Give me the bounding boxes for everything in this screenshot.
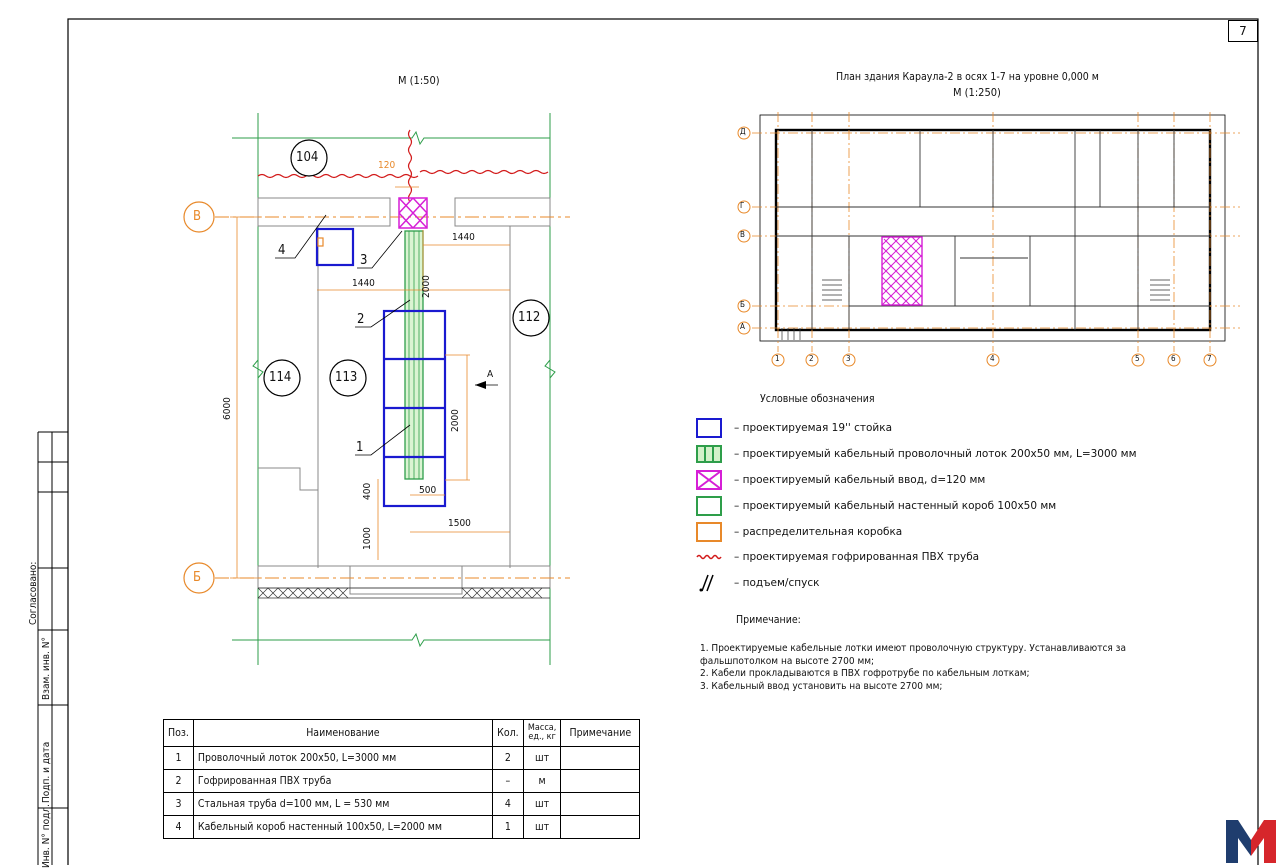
dim-1000: 1000 xyxy=(362,527,373,550)
stamp-inv-orig: Инв. N° подл. xyxy=(41,804,52,868)
cell: 4 xyxy=(164,816,194,839)
cell xyxy=(561,747,640,770)
server-room-hatch xyxy=(882,237,922,305)
cell: шт xyxy=(523,747,560,770)
junction-box-icon xyxy=(696,522,722,542)
cell: 1 xyxy=(164,747,194,770)
cell: Кабельный короб настенный 100х50, L=2000 мм xyxy=(193,816,492,839)
legend-item-rack xyxy=(696,417,892,439)
row-axis-B: Б xyxy=(740,300,745,309)
notes-block xyxy=(700,643,1180,693)
hatch-bottom xyxy=(258,588,542,598)
col-mass: Масса, ед., кг xyxy=(523,720,560,747)
plan-title: План здания Караула-2 в осях 1-7 на уровне 0,000 м xyxy=(836,71,1099,83)
table-header xyxy=(164,720,640,747)
left-scale: М (1:50) xyxy=(398,74,440,87)
cable-entry xyxy=(399,198,427,228)
junction-box xyxy=(318,238,323,246)
view-mark-A: А xyxy=(487,369,494,380)
dim-120: 120 xyxy=(378,160,396,171)
dim-500: 500 xyxy=(419,485,437,496)
legend-item-duct xyxy=(696,495,1056,517)
table-row xyxy=(164,770,640,793)
callout-2: 2 xyxy=(357,312,365,327)
stamp-replace-inv: Взам. инв. N° xyxy=(41,637,52,700)
legend-text: – проектируемый кабельный ввод, d=120 мм xyxy=(734,474,986,486)
col-name: Наименование xyxy=(193,720,492,747)
legend-text: – распределительная коробка xyxy=(734,526,903,538)
col-axis-1: 1 xyxy=(775,354,780,363)
col-qty: Кол. xyxy=(492,720,523,747)
note-2: 2. Кабели прокладываются в ПВХ гофротрубе по кабельным лоткам; xyxy=(700,668,1030,679)
room-114: 114 xyxy=(269,370,292,385)
note-3: 3. Кабельный ввод установить на высоте 2700 мм; xyxy=(700,680,943,692)
col-axis-4: 4 xyxy=(990,354,995,363)
logo-m-icon xyxy=(1226,818,1276,863)
dim-1440-left: 1440 xyxy=(352,278,375,289)
row-axis-G: Г xyxy=(740,201,745,210)
col-axis-6: 6 xyxy=(1171,354,1176,363)
wall-duct-icon xyxy=(696,496,722,516)
cell: – xyxy=(492,770,523,793)
cell: шт xyxy=(523,793,560,816)
note-1: 1. Проектируемые кабельные лотки имеют проволочную структуру. Устанавливаются за фальшпотолком на высоте 2700 мм; xyxy=(700,643,1126,667)
cell xyxy=(561,816,640,839)
legend-text: – проектируемая гофрированная ПВХ труба xyxy=(734,551,980,563)
legend-item-pipe xyxy=(696,546,979,568)
axis-B: Б xyxy=(193,570,202,585)
table-row xyxy=(164,747,640,770)
legend-title: Условные обозначения xyxy=(760,393,875,405)
stamp-sign-date: Подп. и дата xyxy=(41,741,52,803)
callout-3: 3 xyxy=(360,253,368,268)
cell: 1 xyxy=(492,816,523,839)
axis-V: В xyxy=(193,209,202,224)
sheet-number: 7 xyxy=(1228,20,1258,42)
wire-tray-icon xyxy=(696,444,722,464)
col-axis-3: 3 xyxy=(846,354,851,363)
notes-title: Примечание: xyxy=(736,614,801,626)
riser-icon xyxy=(696,573,722,593)
dim-1500: 1500 xyxy=(448,518,471,529)
dim-2000-tray: 2000 xyxy=(421,275,432,298)
dim-6000: 6000 xyxy=(222,397,233,420)
cell: 3 xyxy=(164,793,194,816)
legend-text: – проектируемый кабельный проволочный лоток 200х50 мм, L=3000 мм xyxy=(734,448,1137,460)
dim-1440-top: 1440 xyxy=(452,232,475,243)
table-row xyxy=(164,793,640,816)
stamp-agreed: Согласовано: xyxy=(28,561,39,625)
rack-square-icon xyxy=(696,418,722,438)
cell xyxy=(561,793,640,816)
legend-text: – подъем/спуск xyxy=(734,577,820,589)
legend-text: – проектируемый кабельный настенный короб 100х50 мм xyxy=(734,500,1057,512)
cable-entry-icon xyxy=(696,470,722,490)
dim-2000-rack: 2000 xyxy=(450,409,461,432)
left-plan xyxy=(170,105,590,665)
cell: Стальная труба d=100 мм, L = 530 мм xyxy=(193,793,492,816)
cell: шт xyxy=(523,816,560,839)
legend-item-entry xyxy=(696,469,985,491)
col-axis-5: 5 xyxy=(1135,354,1140,363)
cell: Проволочный лоток 200х50, L=3000 мм xyxy=(193,747,492,770)
cell: 2 xyxy=(164,770,194,793)
room-104: 104 xyxy=(296,150,319,165)
cell: м xyxy=(523,770,560,793)
col-axis-7: 7 xyxy=(1207,354,1212,363)
cell xyxy=(561,770,640,793)
room-113: 113 xyxy=(335,370,358,385)
cell: 4 xyxy=(492,793,523,816)
legend-item-junction xyxy=(696,521,902,543)
callout-1: 1 xyxy=(356,440,364,455)
legend-item-tray xyxy=(696,443,1137,465)
row-axis-V: В xyxy=(740,230,745,239)
room-112: 112 xyxy=(518,310,541,325)
dim-400: 400 xyxy=(362,482,373,500)
col-note: Примечание xyxy=(561,720,640,747)
cell: 2 xyxy=(492,747,523,770)
building-plan xyxy=(735,105,1245,370)
legend-text: – проектируемая 19'' стойка xyxy=(734,422,893,434)
callout-4: 4 xyxy=(278,243,286,258)
pvc-pipe-icon xyxy=(696,547,722,567)
col-axis-2: 2 xyxy=(809,354,814,363)
spec-table xyxy=(163,719,640,839)
cell: Гофрированная ПВХ труба xyxy=(193,770,492,793)
legend-item-riser xyxy=(696,572,819,594)
row-axis-A: А xyxy=(740,322,745,331)
col-pos: Поз. xyxy=(164,720,194,747)
table-row xyxy=(164,816,640,839)
plan-scale: М (1:250) xyxy=(953,86,1001,99)
row-axis-D: Д xyxy=(740,127,746,136)
